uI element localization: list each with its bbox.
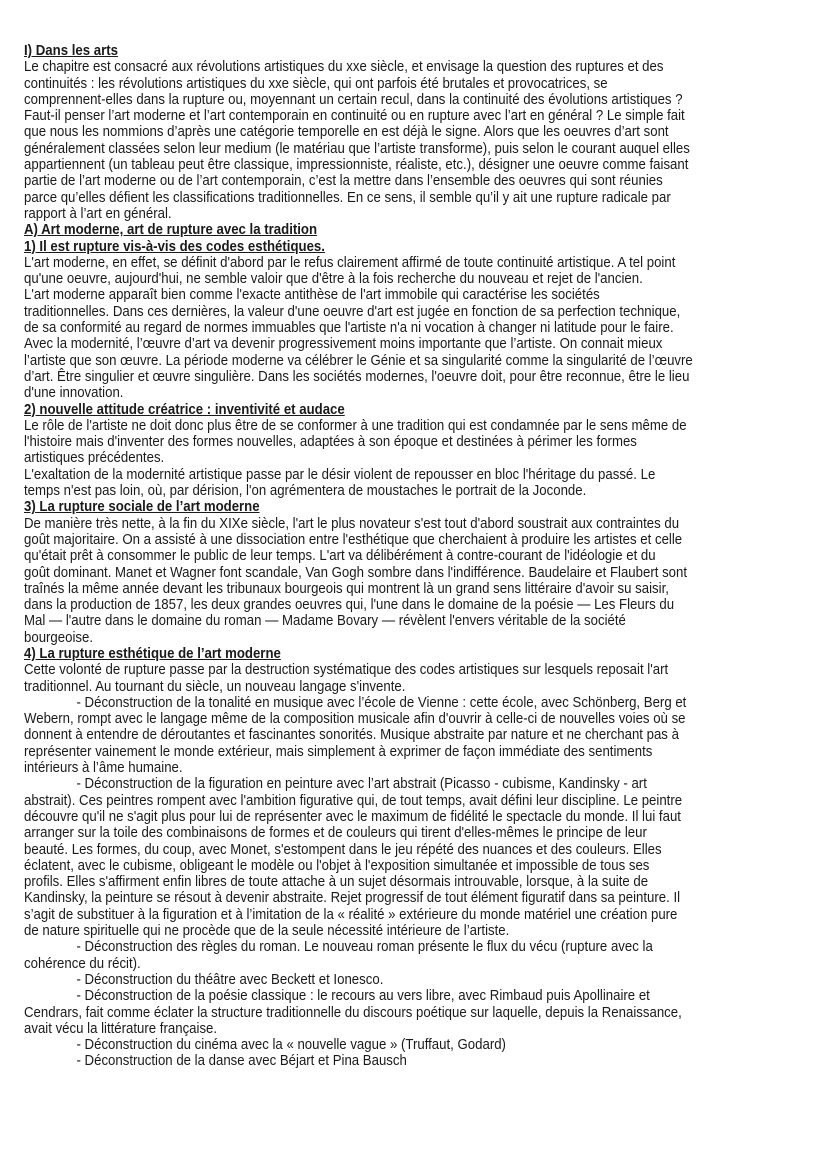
text-line: représenter vainement le monde extérieur, mais simplement à exprimer de façon immédiate des sentiments	[24, 743, 653, 760]
text-line: d’art. Être singulier et œuvre singulière. Dans les sociétés modernes, l'oeuvre doit, pour être reconnue, être le lieu	[24, 368, 690, 385]
text-line: cohérence du récit).	[24, 955, 141, 972]
text-line: généralement classées selon leur medium (le matériau que l’artiste transforme), puis selon le courant auquel elles	[24, 140, 690, 157]
list-item-music	[24, 695, 824, 776]
text-line: L'art moderne, en effet, se définit d'abord par le refus clairement affirmé de toute continuité artistique. A tel point	[24, 254, 676, 271]
text-line: goût dominant. Manet et Wagner font scandale, Van Gogh sombre dans l'indifférence. Baudelaire et Flaubert sont	[24, 564, 688, 581]
list-item-first-line: - Déconstruction de la poésie classique : le recours au vers libre, avec Rimbaud puis Apollinaire et	[76, 988, 650, 1005]
list-item-first-line: - Déconstruction du théâtre avec Beckett et Ionesco.	[76, 971, 384, 988]
text-line: Webern, rompt avec le langage même de la composition musicale afin d'ouvrir à celle-ci de nouvelles voies où se	[24, 711, 686, 728]
subsection-1-body	[24, 255, 824, 402]
list-item-cinema	[24, 1037, 824, 1053]
text-line: éclatent, avec le cubisme, obligeant le modèle ou l'objet à l'exposition simultanée et impossible de tous ses	[24, 857, 650, 874]
list-item-first-line: - Déconstruction de la tonalité en musique avec l’école de Vienne : cette école, avec Schönberg, Berg et	[76, 694, 687, 711]
text-line: artistiques précédentes.	[24, 450, 165, 467]
text-line: avait vécu la littérature française.	[24, 1020, 218, 1037]
text-line: goût majoritaire. On a assisté à une dissociation entre l'esthétique que cherchaient à produire les artistes et celle	[24, 531, 683, 548]
subsection-4-title: 4) La rupture esthétique de l’art moderne	[24, 645, 281, 662]
text-line: qu'était prêt à consommer le public de leur temps. L'art va délibérément à contre-courant de l'idéologie et du	[24, 548, 656, 565]
text-line: appartiennent (un tableau peut être classique, impressionniste, réaliste, etc.), désigner une oeuvre comme faisant	[24, 157, 689, 174]
list-item-first-line: - Déconstruction du cinéma avec la « nouvelle vague » (Truffaut, Godard)	[76, 1037, 506, 1054]
list-item-poetry	[24, 988, 824, 1037]
list-item-first-line: - Déconstruction de la danse avec Béjart et Pina Bausch	[76, 1053, 407, 1070]
list-item-dance	[24, 1053, 824, 1069]
text-line: L'exaltation de la modernité artistique passe par le désir violent de repousser en bloc l'héritage du passé. Le	[24, 466, 656, 483]
text-line: de nature spirituelle qui ne procède que de la seule nécessité intérieure de l’artiste.	[24, 923, 510, 940]
text-line: L'art moderne apparaît bien comme l'exacte antithèse de l'art immobile qui caractérise les sociétés	[24, 287, 600, 304]
text-line: partie de l’art moderne ou de l’art contemporain, c’est la mettre dans l’ensemble des oeuvres qui sont réunies	[24, 173, 663, 190]
text-line: parce qu’elles défient les classifications traditionnelles. En ce sens, il semble qu’il y ait une rupture radicale par	[24, 189, 671, 206]
subsection-3-title: 3) La rupture sociale de l’art moderne	[24, 499, 260, 516]
text-line: Faut-il penser l’art moderne et l’art contemporain en continuité ou en rupture avec l’art en général ? Le simple fait	[24, 108, 685, 125]
text-line: découvre qu'il ne s'agit plus pour lui de représenter avec le maximum de fidélité le spectacle du monde. Il lui faut	[24, 808, 681, 825]
text-line: rapport à l’art en général.	[24, 205, 172, 222]
text-line: Cendrars, fait comme éclater la structure traditionnelle du discours poétique sur laquelle, depuis la Renaissance,	[24, 1004, 682, 1021]
text-line: abstrait). Ces peintres rompent avec l'ambition figurative qui, de tout temps, avait défini leur discipline. Le peintre	[24, 792, 683, 809]
text-line: traditionnel. Au tournant du siècle, un nouveau langage s'invente.	[24, 678, 406, 695]
text-line: traînés la même année devant les tribunaux bourgeois qui montrent là un grand sens littéraire d'avoir su saisir,	[24, 580, 669, 597]
intro-paragraph	[24, 59, 824, 222]
subsection-2-title: 2) nouvelle attitude créatrice : inventivité et audace	[24, 401, 345, 418]
list-item-first-line: - Déconstruction des règles du roman. Le nouveau roman présente le flux du vécu (rupture avec la	[76, 939, 653, 956]
text-line: intérieurs à l’âme humaine.	[24, 760, 183, 777]
text-line: Cette volonté de rupture passe par la destruction systématique des codes artistiques sur lesquels reposait l'art	[24, 662, 669, 679]
text-line: De manière très nette, à la fin du XIXe siècle, l'art le plus novateur s'est tout d'abord soustrait aux contraintes du	[24, 515, 680, 532]
list-item-novel	[24, 939, 824, 972]
text-line: Le chapitre est consacré aux révolutions artistiques du xxe siècle, et envisage la question des ruptures et des	[24, 59, 664, 76]
text-line: l’artiste que son œuvre. La période moderne va célébrer le Génie et sa singularité comme la singularité de l’œuvre	[24, 352, 693, 369]
text-line: Avec la modernité, l’œuvre d’art va devenir progressivement moins importante que l’artiste. On connait mieux	[24, 336, 663, 353]
text-line: de sa conformité au regard de normes immuables que l'artiste n'a ni vocation à changer ni latitude pour le faire.	[24, 320, 674, 337]
text-line: Kandinsky, la peinture se résout à devenir abstraite. Rejet progressif de tout élément figuratif dans sa peinture. Il	[24, 890, 681, 907]
text-line: Le rôle de l'artiste ne doit donc plus être de se conformer à une tradition qui est condamnée par le sens même de	[24, 417, 687, 434]
text-line: Mal — l'autre dans le domaine du roman — Madame Bovary — révèlent l'envers véritable de la société	[24, 613, 626, 630]
subsection-2-body	[24, 418, 824, 499]
subsection-3-body	[24, 516, 824, 646]
section-title: I) Dans les arts	[24, 43, 118, 59]
text-line: traditionnelles. Dans ces dernières, la valeur d'une oeuvre d'art est jugée en fonction de sa perfection technique,	[24, 303, 681, 320]
text-line: comprennent-elles dans la rupture ou, moyennant un certain recul, dans la continuité des évolutions artistiques ?	[24, 91, 683, 108]
list-item-first-line: - Déconstruction de la figuration en peinture avec l’art abstrait (Picasso - cubisme, Kandinsky - art	[76, 776, 647, 793]
part-a-title: A) Art moderne, art de rupture avec la tradition	[24, 222, 318, 239]
text-line: que nous les nommions d’après une catégorie temporelle en est déjà le signe. Alors que les oeuvres d’art sont	[24, 124, 669, 141]
text-line: continuités : les révolutions artistiques du xxe siècle, qui ont parfois été brutales et provocatrices, se	[24, 75, 608, 92]
text-line: qu'une oeuvre, aujourd'hui, ne semble valoir que d'être à la fois recherche du nouveau et rejet de l'ancien.	[24, 271, 643, 288]
text-line: d'une innovation.	[24, 385, 124, 402]
subsection-4-body	[24, 662, 824, 1069]
text-line: arranger sur la toile des combinaisons de formes et de couleurs qui tirent d'elles-mêmes le principe de leur	[24, 825, 647, 842]
text-line: l'histoire mais d'inventer des formes nouvelles, adaptées à son époque et destinées à périmer les formes	[24, 434, 637, 451]
text-line: bourgeoise.	[24, 629, 94, 646]
list-item-theatre	[24, 972, 824, 988]
text-line: dans la production de 1857, les deux grandes oeuvres qui, l'une dans le domaine de la poésie — Les Fleurs du	[24, 597, 675, 614]
list-item-painting	[24, 776, 824, 939]
document-page	[24, 43, 824, 1070]
text-line: beauté. Les formes, du coup, avec Monet, s'estompent dans le jeu répété des nuances et des couleurs. Elles	[24, 841, 662, 858]
text-line: profils. Elles s'affirment enfin libres de toute attache à un sujet désormais introuvable, lorsque, à la suite de	[24, 874, 649, 891]
text-line: donnent à entendre de déroutantes et fascinantes sonorités. Musique abstraite par nature et ne cherchant pas à	[24, 727, 679, 744]
text-line: temps n'est pas loin, où, par dérision, l'on agrémentera de moustaches le portrait de la Joconde.	[24, 483, 587, 500]
text-line: s’agit de substituer à la figuration et à l’imitation de la « réalité » extérieure du monde matériel une création pure	[24, 906, 678, 923]
subsection-1-title: 1) Il est rupture vis-à-vis des codes esthétiques.	[24, 238, 325, 255]
